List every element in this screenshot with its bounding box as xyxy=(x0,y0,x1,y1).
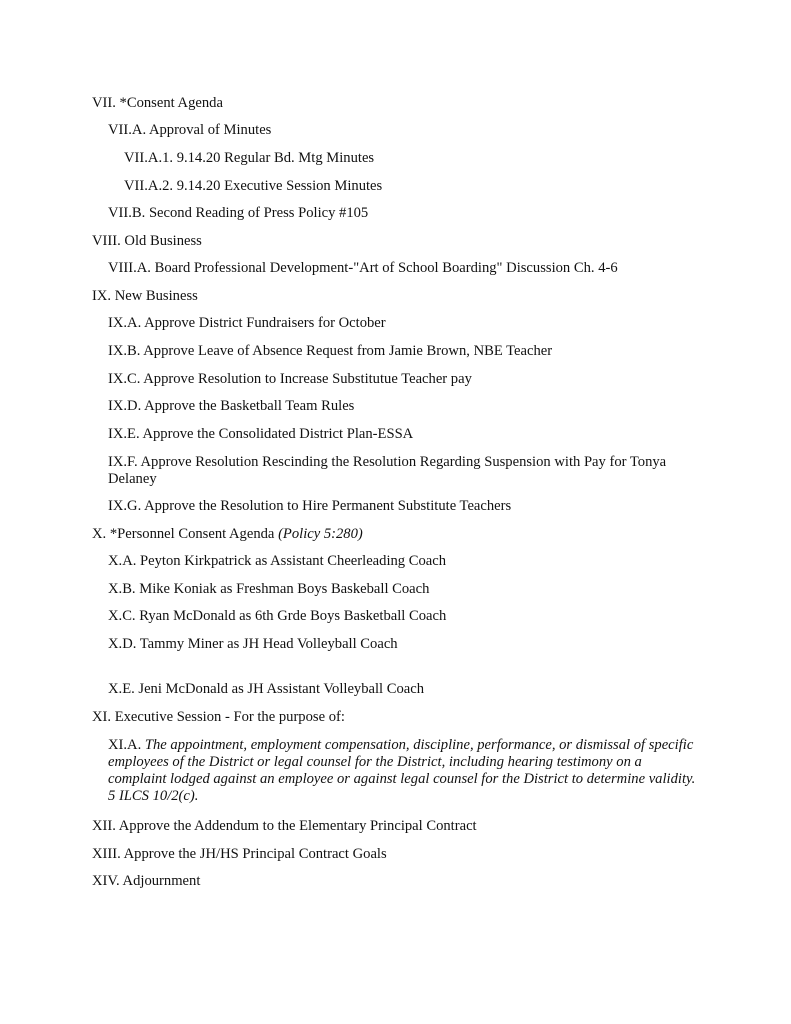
executive-session-purpose: The appointment, employment compensation, discipline, performance, or dismissal of specific employees of the District or legal counsel for the District, including hearing testimony on a complaint lodged against an employee or against legal counsel for the District to determine validity. 5 ILCS 10/2(c). xyxy=(108,737,696,804)
agenda-item-vii-a-2: VII.A.2. 9.14.20 Executive Session Minutes xyxy=(124,178,383,194)
agenda-item-ix-g: IX.G. Approve the Resolution to Hire Permanent Substitute Teachers xyxy=(108,498,512,514)
agenda-item-xii: XII. Approve the Addendum to the Elementary Principal Contract xyxy=(92,818,477,834)
agenda-item-xi: XI. Executive Session - For the purpose of: xyxy=(92,709,345,725)
agenda-item-x-c: X.C. Ryan McDonald as 6th Grde Boys Basketball Coach xyxy=(108,608,447,624)
agenda-item-viii: VIII. Old Business xyxy=(92,233,202,249)
agenda-item-x-a: X.A. Peyton Kirkpatrick as Assistant Cheerleading Coach xyxy=(108,553,447,569)
agenda-item-ix-f: IX.F. Approve Resolution Rescinding the Resolution Regarding Suspension with Pay for Tonya Delaney xyxy=(108,454,667,487)
agenda-item-x-b: X.B. Mike Koniak as Freshman Boys Baskeball Coach xyxy=(108,581,430,597)
agenda-item-ix-e: IX.E. Approve the Consolidated District Plan-ESSA xyxy=(108,426,414,442)
agenda-item-xiii: XIII. Approve the JH/HS Principal Contract Goals xyxy=(92,846,387,862)
agenda-item-x xyxy=(92,526,363,543)
agenda-item-vii-a: VII.A. Approval of Minutes xyxy=(108,122,272,138)
agenda-item-xiv: XIV. Adjournment xyxy=(92,873,201,889)
agenda-item-vii-b: VII.B. Second Reading of Press Policy #105 xyxy=(108,205,369,221)
policy-reference: (Policy 5:280) xyxy=(278,526,363,542)
agenda-item-x-d: X.D. Tammy Miner as JH Head Volleyball Coach xyxy=(108,636,398,652)
agenda-item-x-label: X. *Personnel Consent Agenda xyxy=(92,526,279,542)
agenda-item-vii-a-1: VII.A.1. 9.14.20 Regular Bd. Mtg Minutes xyxy=(124,150,375,166)
agenda-item-ix-d: IX.D. Approve the Basketball Team Rules xyxy=(108,398,355,414)
agenda-item-xi-a xyxy=(108,737,700,805)
agenda-item-vii: VII. *Consent Agenda xyxy=(92,95,223,111)
agenda-item-x-e: X.E. Jeni McDonald as JH Assistant Volleyball Coach xyxy=(108,681,425,697)
agenda-item-ix-a: IX.A. Approve District Fundraisers for October xyxy=(108,315,386,331)
agenda-item-ix: IX. New Business xyxy=(92,288,198,304)
agenda-item-viii-a: VIII.A. Board Professional Development-"Art of School Boarding" Discussion Ch. 4-6 xyxy=(108,260,618,276)
agenda-item-xi-a-label: XI.A. xyxy=(108,737,145,753)
agenda-item-ix-c: IX.C. Approve Resolution to Increase Substitutue Teacher pay xyxy=(108,371,472,387)
agenda-item-ix-b: IX.B. Approve Leave of Absence Request from Jamie Brown, NBE Teacher xyxy=(108,343,553,359)
